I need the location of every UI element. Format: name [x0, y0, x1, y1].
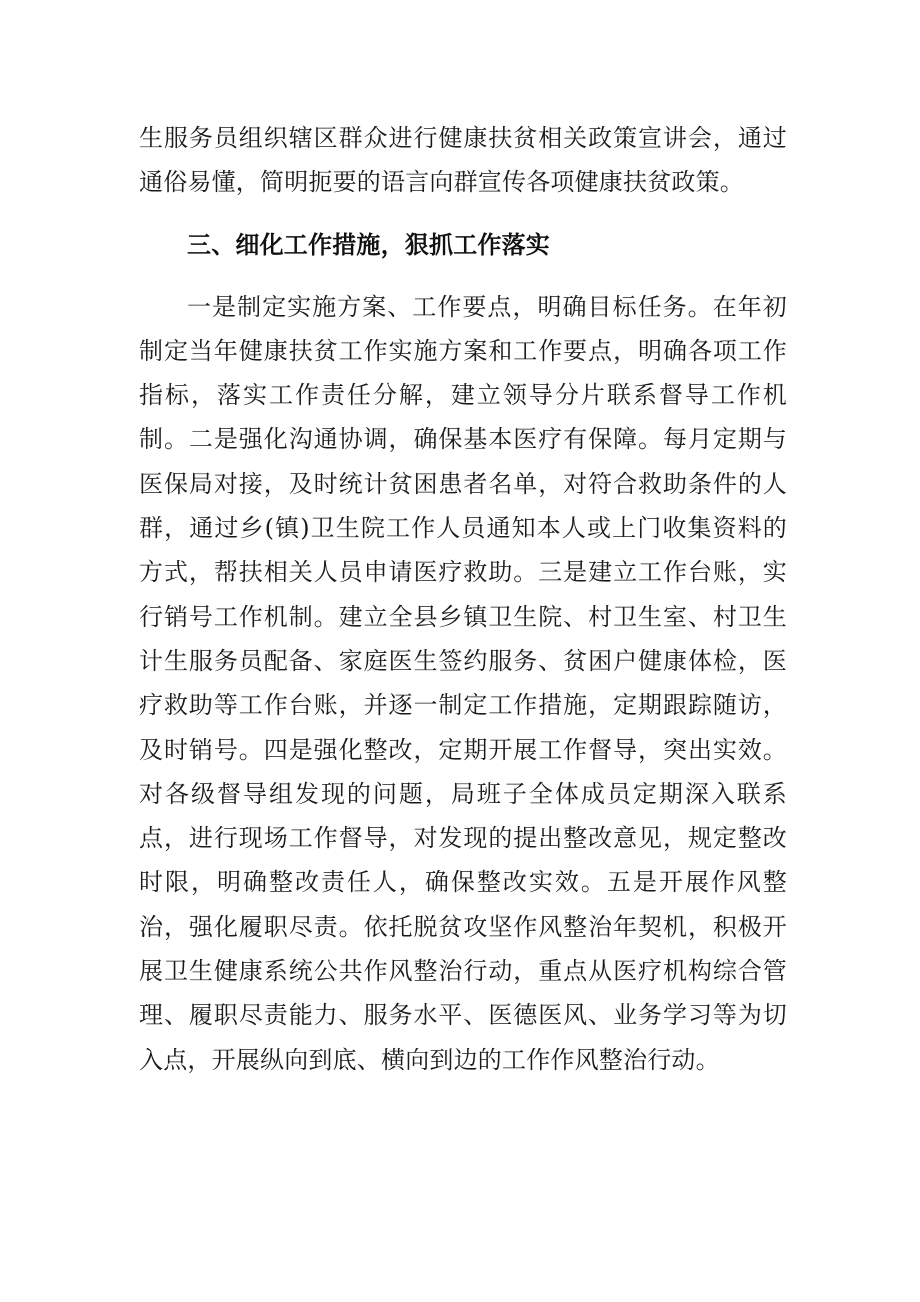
body-paragraph: 一是制定实施方案、工作要点，明确目标任务。在年初制定当年健康扶贫工作实施方案和工作要点，明确各项工作指标，落实工作责任分解，建立领导分片联系督导工作机制。二是强化沟通协调，确保基本医疗有保障。每月定期与医保局对接，及时统计贫困患者名单，对符合救助条件的人群，通过乡(镇)卫生院工作人员通知本人或上门收集资料的方式，帮扶相关人员申请医疗救助。三是建立工作台账，实行销号工作机制。建立全县乡镇卫生院、村卫生室、村卫生计生服务员配备、家庭医生签约服务、贫困户健康体检，医疗救助等工作台账，并逐一制定工作措施，定期跟踪随访，及时销号。四是强化整改，定期开展工作督导，突出实效。对各级督导组发现的问题，局班子全体成员定期深入联系点，进行现场工作督导，对发现的提出整改意见，规定整改时限，明确整改责任人，确保整改实效。五是开展作风整治，强化履职尽责。依托脱贫攻坚作风整治年契机，积极开展卫生健康系统公共作风整治行动，重点从医疗机构综合管理、履职尽责能力、服务水平、医德医风、业务学习等为切入点，开展纵向到底、横向到边的工作作风整治行动。: [139, 292, 787, 1074]
section-heading: 三、细化工作措施，狠抓工作落实: [187, 230, 550, 259]
document-body: [139, 116, 787, 1082]
intro-paragraph: 生服务员组织辖区群众进行健康扶贫相关政策宣讲会，通过通俗易懂，简明扼要的语言向群宣传各项健康扶贫政策。: [139, 124, 787, 197]
